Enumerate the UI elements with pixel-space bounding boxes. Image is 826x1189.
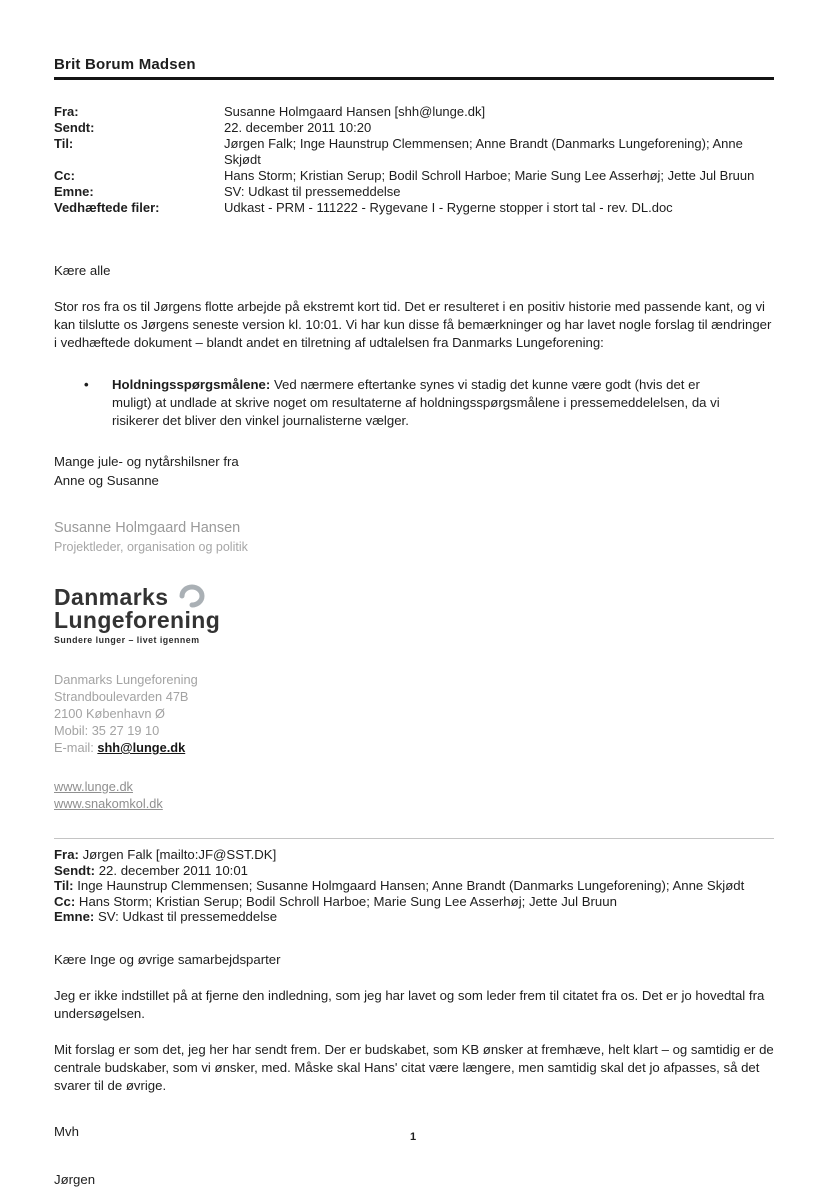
email-divider bbox=[54, 838, 774, 839]
field-value: Inge Haunstrup Clemmensen; Susanne Holmgaard Hansen; Anne Brandt (Danmarks Lungeforening); Anne Skjødt bbox=[73, 878, 745, 893]
field-row-cc bbox=[54, 168, 774, 184]
field-value: SV: Udkast til pressemeddelse bbox=[224, 184, 401, 199]
email2-paragraph2: Mit forslag er som det, jeg her har sendt frem. Der er budskabet, som KB ønsker at fremhæve, helt klart – og samtidig er de centrale budskaber, som vi ønsker, med. Måske skal Hans' citat være længere, men samtidig skal det jo afpasses, så det svarer til de øvrige. bbox=[54, 1041, 774, 1093]
email-link[interactable]: shh@lunge.dk bbox=[97, 740, 186, 755]
field-label: Vedhæftede filer: bbox=[54, 200, 160, 215]
field-row-til bbox=[54, 878, 774, 894]
bullet-text bbox=[112, 376, 724, 430]
closing-line1: Mange jule- og nytårshilsner fra bbox=[54, 454, 239, 469]
field-value: 22. december 2011 10:20 bbox=[224, 120, 372, 135]
field-label: Emne: bbox=[54, 909, 95, 924]
closing-line2: Anne og Susanne bbox=[54, 473, 159, 488]
signature-title: Projektleder, organisation og politik bbox=[54, 540, 248, 554]
field-row-attachments bbox=[54, 200, 774, 216]
field-value: SV: Udkast til pressemeddelse bbox=[94, 909, 278, 924]
attachment-filename: Udkast - PRM - 111222 - Rygevane I - Rygerne stopper i stort tal - rev. DL.doc bbox=[224, 200, 673, 215]
field-row-fra bbox=[54, 847, 774, 863]
field-label: Cc: bbox=[54, 168, 75, 183]
logo-swirl-icon bbox=[174, 582, 210, 609]
field-value: 22. december 2011 10:01 bbox=[95, 862, 249, 878]
email2-signature: Jørgen bbox=[54, 1171, 96, 1187]
contact-org: Danmarks Lungeforening bbox=[54, 672, 198, 687]
bullet-icon: • bbox=[84, 377, 89, 392]
email2-closing: Mvh bbox=[54, 1123, 79, 1139]
bullet-lead-bold: Holdningsspørgsmålene: bbox=[112, 377, 271, 392]
email1-header bbox=[54, 104, 774, 216]
field-row-sendt bbox=[54, 120, 774, 136]
contact-mobile: Mobil: 35 27 19 10 bbox=[54, 723, 160, 738]
lunge-dk-link[interactable]: www.lunge.dk bbox=[54, 779, 133, 794]
field-label: Fra: bbox=[54, 104, 79, 119]
logo-line1 bbox=[54, 582, 774, 609]
field-value: Hans Storm; Kristian Serup; Bodil Schroll Harboe; Marie Sung Lee Asserhøj; Jette Jul Bruun bbox=[224, 168, 755, 183]
field-value: Susanne Holmgaard Hansen [shh@lunge.dk] bbox=[224, 104, 486, 119]
field-value: Hans Storm; Kristian Serup; Bodil Schroll Harboe; Marie Sung Lee Asserhøj; Jette Jul Bruun bbox=[75, 893, 617, 909]
contact-block bbox=[54, 671, 774, 756]
logo-tagline: Sundere lunger – livet igennem bbox=[54, 635, 200, 645]
email2-paragraph1: Jeg er ikke indstillet på at fjerne den indledning, som jeg har lavet og som leder frem til citatet fra os. Det er jo hovedtal fra undersøgelsen. bbox=[54, 987, 765, 1021]
logo-text-danmarks: Danmarks bbox=[54, 584, 169, 610]
email2-header bbox=[54, 847, 774, 925]
snakomkol-dk-link[interactable]: www.snakomkol.dk bbox=[54, 796, 163, 811]
field-row-til bbox=[54, 136, 774, 168]
bullet-body: Ved nærmere eftertanke synes vi stadig det kunne være godt (hvis det er muligt) at undlade at skrive noget om resultaterne af holdningsspørgsmålene i pressemeddelelsen, da vi risikerer det bliver den vinkel journalisterne vælger. bbox=[112, 377, 720, 428]
email1-closing bbox=[54, 452, 774, 490]
bullet-item bbox=[84, 376, 724, 430]
field-value: Jørgen Falk; Inge Haunstrup Clemmensen; Anne Brandt (Danmarks Lungeforening); Anne Skjødt bbox=[224, 136, 743, 167]
signature-name: Susanne Holmgaard Hansen bbox=[54, 520, 241, 536]
field-row-sendt bbox=[54, 863, 774, 879]
contact-address1: Strandboulevarden 47B bbox=[54, 689, 189, 704]
field-label: Sendt: bbox=[54, 862, 96, 878]
contact-address2: 2100 København Ø bbox=[54, 706, 165, 721]
field-label: Emne: bbox=[54, 184, 94, 199]
lungeforening-logo bbox=[54, 582, 774, 645]
email2-greeting: Kære Inge og øvrige samarbejdsparter bbox=[54, 951, 281, 967]
field-label: Cc: bbox=[54, 893, 76, 909]
logo-text-lungeforening: Lungeforening bbox=[54, 607, 221, 633]
contact-email-row bbox=[54, 739, 774, 756]
field-label: Fra: bbox=[54, 847, 79, 862]
field-row-cc bbox=[54, 894, 774, 910]
email1-paragraph: Stor ros fra os til Jørgens flotte arbejde på ekstremt kort tid. Det er resulteret i en positiv historie med passende kant, og vi kan tilslutte os Jørgens seneste version kl. 10:01. Vi har kun disse få bemærkninger og har lavet nogle forslag til ændringer i vedhæftede dokument – blandt andet en tilretning af udtalelsen fra Danmarks Lungeforening: bbox=[54, 299, 772, 350]
website-links bbox=[54, 778, 774, 812]
field-row-fra bbox=[54, 104, 774, 120]
email1-greeting: Kære alle bbox=[54, 263, 111, 278]
field-value: Jørgen Falk [mailto:JF@SST.DK] bbox=[78, 847, 277, 862]
document-owner-header: Brit Borum Madsen bbox=[54, 56, 774, 80]
contact-email-label: E-mail: bbox=[54, 740, 98, 755]
field-row-emne bbox=[54, 909, 774, 925]
field-label: Sendt: bbox=[54, 120, 95, 135]
field-label: Til: bbox=[54, 878, 74, 893]
field-row-emne bbox=[54, 184, 774, 200]
email2-body bbox=[54, 951, 774, 1189]
email1-body bbox=[54, 262, 774, 490]
field-label: Til: bbox=[54, 136, 74, 151]
page-number: 1 bbox=[409, 1131, 417, 1143]
